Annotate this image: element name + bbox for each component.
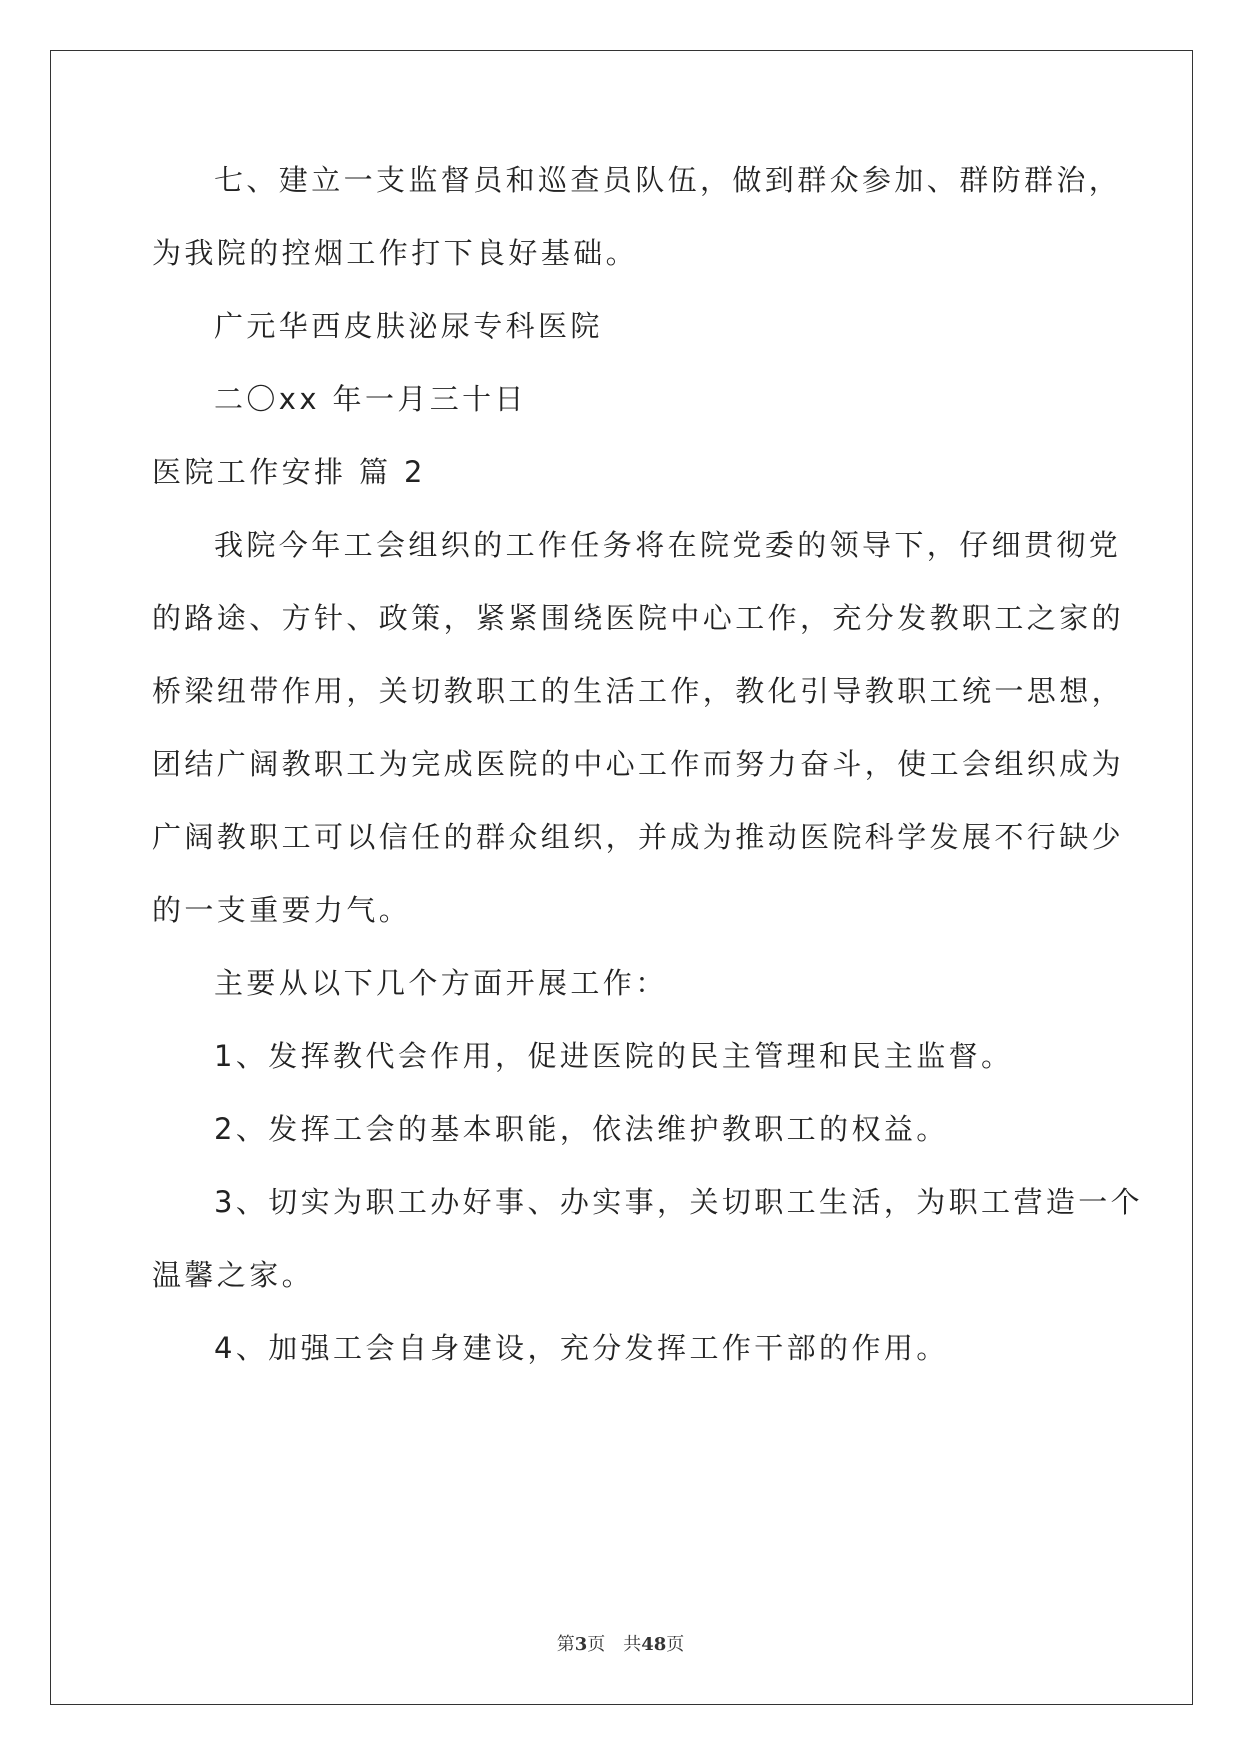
paragraph-line: 我院今年工会组织的工作任务将在院党委的领导下，仔细贯彻党 [214, 528, 1122, 562]
footer-page-total: 48 [641, 1634, 667, 1655]
list-item: 1、发挥教代会作用，促进医院的民主管理和民主监督。 [214, 1039, 1014, 1073]
paragraph-line: 的路途、方针、政策，紧紧围绕医院中心工作，充分发教职工之家的 [152, 601, 1125, 635]
footer-page-mid: 页 共 [587, 1634, 642, 1655]
list-item: 4、加强工会自身建设，充分发挥工作干部的作用。 [214, 1331, 949, 1365]
section-heading: 医院工作安排 篇 2 [152, 455, 426, 489]
paragraph-line: 七、建立一支监督员和巡查员队伍，做到群众参加、群防群治， [214, 163, 1122, 197]
signature-date: 二〇xx 年一月三十日 [214, 382, 527, 416]
paragraph-line: 桥梁纽带作用，关切教职工的生活工作，教化引导教职工统一思想， [152, 674, 1125, 708]
footer-page-suffix: 页 [666, 1634, 685, 1655]
page-border [50, 50, 1193, 1705]
paragraph-line: 广阔教职工可以信任的群众组织，并成为推动医院科学发展不行缺少 [152, 820, 1125, 854]
list-item: 2、发挥工会的基本职能，依法维护教职工的权益。 [214, 1112, 949, 1146]
list-item-continuation: 温馨之家。 [152, 1258, 315, 1292]
paragraph-line: 的一支重要力气。 [152, 893, 412, 927]
footer-page-prefix: 第 [556, 1634, 575, 1655]
paragraph-line: 主要从以下几个方面开展工作： [214, 966, 668, 1000]
footer-page-current: 3 [574, 1634, 588, 1655]
paragraph-line: 为我院的控烟工作打下良好基础。 [152, 236, 639, 270]
page-footer [0, 1630, 1241, 1656]
list-item: 3、切实为职工办好事、办实事，关切职工生活，为职工营造一个 [214, 1185, 1144, 1219]
signature-organization: 广元华西皮肤泌尿专科医院 [214, 309, 603, 343]
paragraph-line: 团结广阔教职工为完成医院的中心工作而努力奋斗，使工会组织成为 [152, 747, 1125, 781]
